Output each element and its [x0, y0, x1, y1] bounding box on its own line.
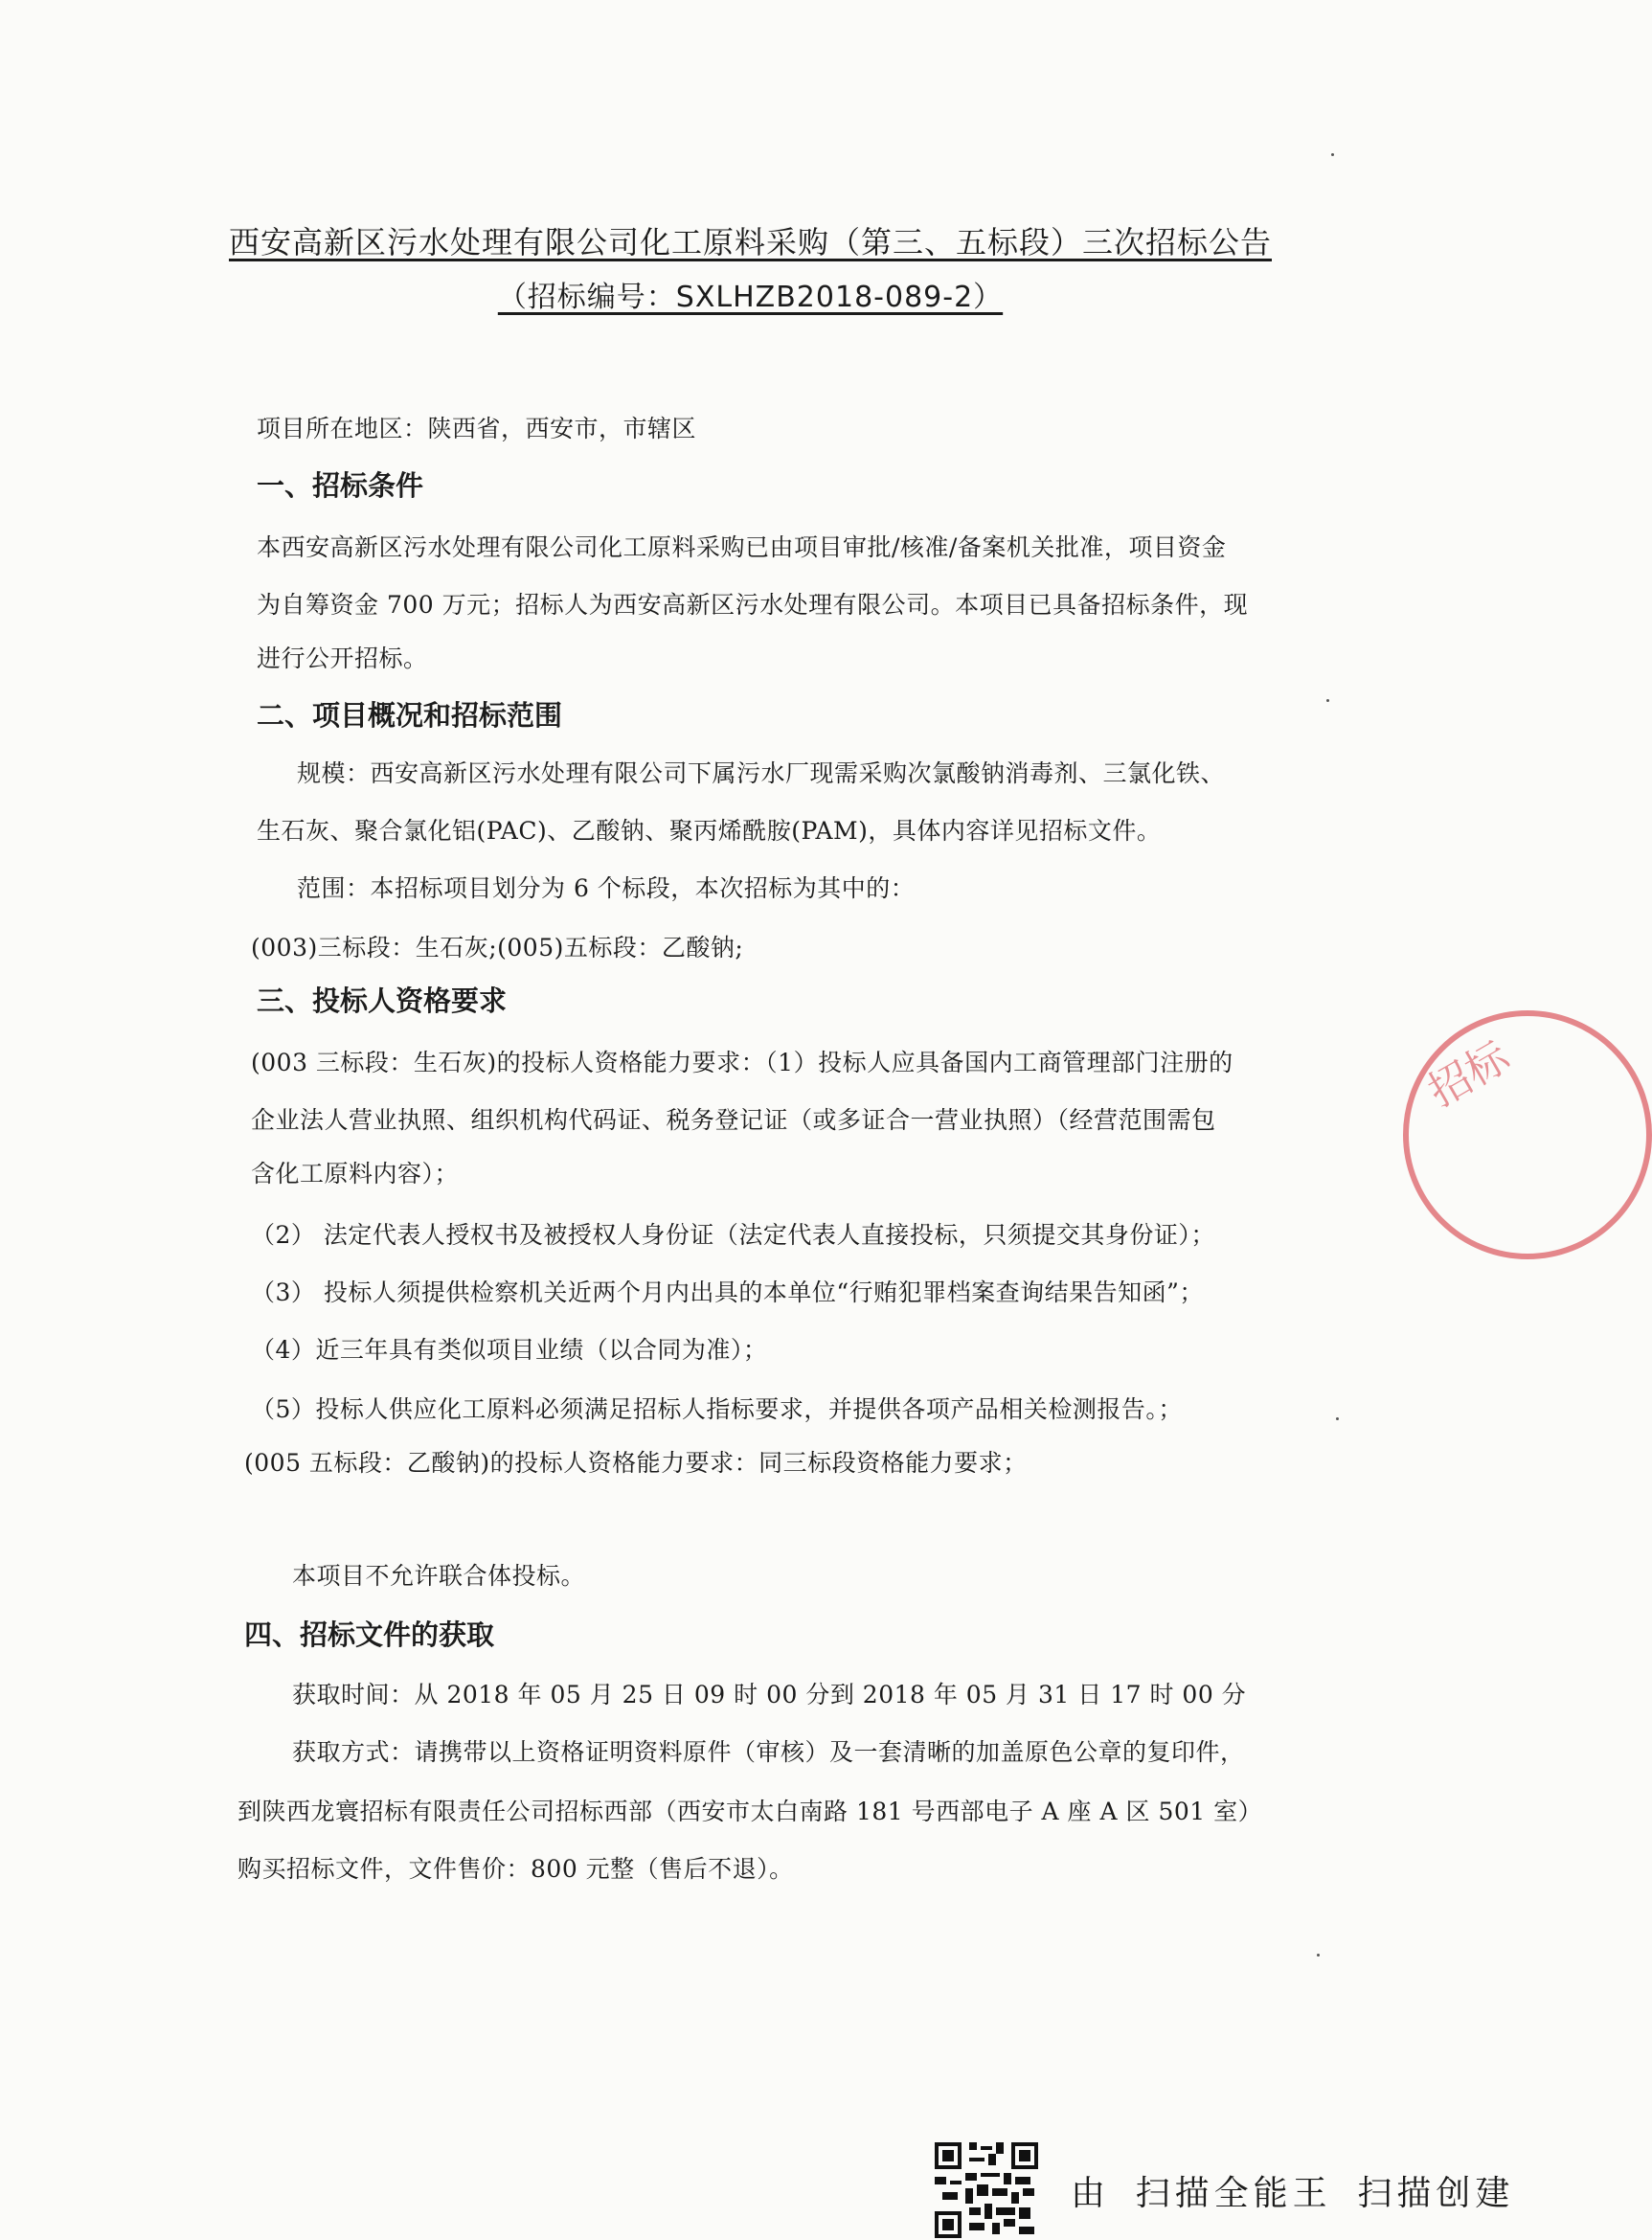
section-3-line: （2） 法定代表人授权书及被授权人身份证（法定代表人直接投标，只须提交其身份证）； — [251, 1221, 1215, 1249]
section-1-line: 进行公开招标。 — [257, 645, 428, 672]
section-4-heading: 四、招标文件的获取 — [244, 1618, 495, 1651]
scan-speck — [1331, 153, 1334, 156]
section-2-line: 范围：本招标项目划分为 6 个标段，本次招标为其中的： — [297, 874, 916, 902]
section-3-heading: 三、投标人资格要求 — [257, 984, 508, 1017]
section-2-line: (003)三标段：生石灰;(005)五标段：乙酸钠; — [251, 934, 744, 962]
section-4-line: 获取方式：请携带以上资格证明资料原件（审核）及一套清晰的加盖原色公章的复印件， — [292, 1738, 1245, 1766]
section-3-line: (003 三标段：生石灰)的投标人资格能力要求：（1）投标人应具备国内工商管理部门注册的 — [251, 1049, 1233, 1076]
scanner-watermark: 由 扫描全能王 扫描创建 — [1071, 2174, 1515, 2213]
document-title: 西安高新区污水处理有限公司化工原料采购（第三、五标段）三次招标公告 — [228, 224, 1272, 260]
tender-number: （招标编号：SXLHZB2018-089-2） — [497, 281, 1004, 314]
section-4-line: 购买招标文件，文件售价：800 元整（售后不退）。 — [238, 1855, 794, 1883]
section-1-heading: 一、招标条件 — [257, 469, 424, 502]
section-3-line: 含化工原料内容）； — [251, 1160, 460, 1188]
scan-speck — [1336, 1417, 1339, 1420]
red-seal-stamp — [1403, 1010, 1652, 1259]
section-3-line: (005 五标段：乙酸钠)的投标人资格能力要求：同三标段资格能力要求； — [244, 1449, 1028, 1477]
section-3-line: （4）近三年具有类似项目业绩（以合同为准）； — [251, 1336, 768, 1364]
joint-bid-note: 本项目不允许联合体投标。 — [292, 1562, 586, 1590]
section-2-line: 规模：西安高新区污水处理有限公司下属污水厂现需采购次氯酸钠消毒剂、三氯化铁、 — [297, 759, 1226, 787]
qr-code-icon — [935, 2142, 1038, 2238]
project-location: 项目所在地区：陕西省，西安市，市辖区 — [257, 415, 697, 442]
stamp-lettering: 招标 — [1420, 1031, 1518, 1118]
section-4-line: 到陕西龙寰招标有限责任公司招标西部（西安市太白南路 181 号西部电子 A 座 A 区 501 室） — [238, 1798, 1263, 1825]
section-3-line: （5）投标人供应化工原料必须满足招标人指标要求，并提供各项产品相关检测报告。； — [251, 1395, 1183, 1423]
scan-speck — [1326, 699, 1329, 702]
section-3-line: （3） 投标人须提供检察机关近两个月内出具的本单位“行贿犯罪档案查询结果告知函”； — [251, 1278, 1204, 1306]
section-4-line: 获取时间：从 2018 年 05 月 25 日 09 时 00 分到 2018 年 05 月 31 日 17 时 00 分 — [292, 1681, 1247, 1708]
section-3-line: 企业法人营业执照、组织机构代码证、税务登记证（或多证合一营业执照）（经营范围需包 — [251, 1106, 1216, 1134]
section-2-line: 生石灰、聚合氯化铝(PAC)、乙酸钠、聚丙烯酰胺(PAM)，具体内容详见招标文件。 — [257, 817, 1162, 845]
scan-speck — [1317, 1954, 1320, 1957]
section-1-line: 本西安高新区污水处理有限公司化工原料采购已由项目审批/核准/备案机关批准，项目资金 — [257, 533, 1227, 561]
section-1-line: 为自筹资金 700 万元；招标人为西安高新区污水处理有限公司。本项目已具备招标条件，现 — [257, 591, 1249, 619]
section-2-heading: 二、项目概况和招标范围 — [257, 699, 563, 732]
